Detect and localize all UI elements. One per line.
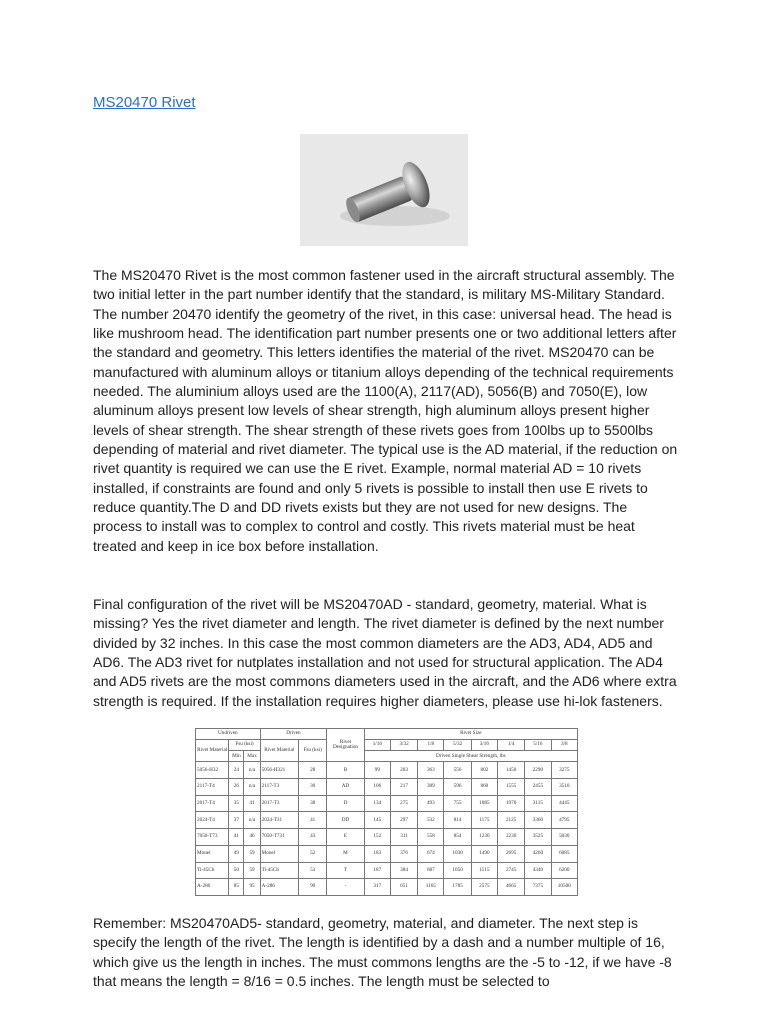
cell-shear-strength: 317 bbox=[364, 879, 390, 896]
table-row bbox=[196, 879, 578, 896]
header-driven: Driven bbox=[260, 729, 327, 740]
cell-shear-strength: 217 bbox=[390, 779, 417, 796]
cell-shear-strength: 493 bbox=[418, 795, 444, 812]
cell-shear-strength: 674 bbox=[418, 845, 444, 862]
header-min: Min bbox=[229, 751, 244, 762]
cell-fsu-max: 59 bbox=[244, 845, 260, 862]
header-driven-material: Rivet Material bbox=[260, 740, 298, 762]
cell-shear-strength: 1230 bbox=[471, 829, 497, 846]
cell-shear-strength: 1490 bbox=[471, 845, 497, 862]
table-row bbox=[196, 812, 578, 829]
header-shear-caption: Driven Single Shear Strength, lbs bbox=[364, 751, 577, 762]
cell-fsu-max: n/a bbox=[244, 812, 260, 829]
rivet-photo bbox=[300, 134, 468, 246]
cell-fsu-min: 41 bbox=[229, 829, 244, 846]
cell-shear-strength: 203 bbox=[390, 762, 417, 779]
paragraph-configuration: Final configuration of the rivet will be MS20470AD - standard, geometry, material. What is missing? Yes the rivet diameter and length. The rivet diameter is defined by the next number divided by 32 inches. In this case the most common diameters are the AD3, AD4, AD5 and AD6. The AD3 rivet for nutplates installation and not used for structural application. The AD4 and AD5 rivets are the most commons diameters used in the aircraft, and the AD6 where extra strength is required. If the installation requires higher diameters, please use hi-lok fasteners. bbox=[93, 596, 677, 709]
cell-shear-strength: 2695 bbox=[498, 845, 525, 862]
size-header: 3/32 bbox=[390, 740, 417, 751]
cell-shear-strength: 297 bbox=[390, 812, 417, 829]
cell-driven-material: A-286 bbox=[260, 879, 298, 896]
cell-rivet-material: A-286 bbox=[196, 879, 229, 896]
header-fsu: Fsu (ksi) bbox=[229, 740, 260, 751]
header-driven-fsu: Fsu (ksi) bbox=[299, 740, 327, 762]
cell-driven-material: Monel bbox=[260, 845, 298, 862]
cell-fsu-min: 50 bbox=[229, 862, 244, 879]
cell-driven-fsu: 38 bbox=[299, 795, 327, 812]
size-header: 1/8 bbox=[418, 740, 444, 751]
cell-driven-fsu: 52 bbox=[299, 845, 327, 862]
cell-shear-strength: 145 bbox=[364, 812, 390, 829]
cell-rivet-material: 2017-T4 bbox=[196, 795, 229, 812]
cell-shear-strength: 384 bbox=[390, 862, 417, 879]
size-header: 3/8 bbox=[551, 740, 577, 751]
paragraph-intro: The MS20470 Rivet is the most common fastener used in the aircraft structural assembly. The two initial letter in the part number identify that the standard, is military MS-Military Standard. The number 20470 identify the geometry of the rivet, in this case: universal head. The head is like mushroom head. The identification part number presents one or two additional letters after the standard and geometry. This letters identifies the material of the rivet. MS20470 can be manufactured with aluminum alloys or titanium alloys depending of the technical requirements needed. The aluminium alloys used are the 1100(A), 2117(AD), 5056(B) and 7050(E), low aluminum alloys present low levels of shear strength, high aluminum alloys present higher levels of shear strength. The shear strength of these rivets goes from 100lbs up to 5500lbs depending of material and rivet diameter. The typical use is the AD material, if the reduction on rivet quantity is required we can use the E rivet. Example, normal material AD = 10 rivets installed, if constraints are found and only 5 rivets is possible to install then use E rivets to reduce quantity.The D and DD rivets exists but they are not used for new designs. The process to install was to complex to control and costly. This rivets material must be heat treated and keep in ice box before installation. bbox=[93, 267, 678, 554]
cell-shear-strength: 1050 bbox=[444, 862, 471, 879]
size-header: 1/16 bbox=[364, 740, 390, 751]
cell-designation: M bbox=[327, 845, 364, 862]
cell-shear-strength: 1085 bbox=[471, 795, 497, 812]
cell-shear-strength: 2575 bbox=[471, 879, 497, 896]
cell-shear-strength: 755 bbox=[444, 795, 471, 812]
header-rivet-size: Rivet Size bbox=[364, 729, 577, 740]
cell-shear-strength: 532 bbox=[418, 812, 444, 829]
cell-shear-strength: 558 bbox=[418, 829, 444, 846]
size-header: 5/32 bbox=[444, 740, 471, 751]
cell-designation: DD bbox=[327, 812, 364, 829]
cell-shear-strength: 1175 bbox=[471, 812, 497, 829]
cell-shear-strength: 389 bbox=[418, 779, 444, 796]
cell-rivet-material: 2117-T4 bbox=[196, 779, 229, 796]
cell-designation: T bbox=[327, 862, 364, 879]
cell-shear-strength: 99 bbox=[364, 762, 390, 779]
paragraph-length: Remember: MS20470AD5- standard, geometry, material, and diameter. The next step is specify the length of the rivet. The length is identified by a dash and a number multiple of 16, which give us the length in inches. The must commons lengths are the -5 to -12, if we have -8 that means the length = 8/16 = 0.5 inches. The length must be selected to bbox=[93, 915, 672, 990]
cell-shear-strength: 596 bbox=[444, 779, 471, 796]
cell-driven-material: 2117-T3 bbox=[260, 779, 298, 796]
table-row bbox=[196, 795, 578, 812]
cell-fsu-max: 59 bbox=[244, 862, 260, 879]
cell-fsu-min: 26 bbox=[229, 779, 244, 796]
rivet-table bbox=[195, 728, 578, 896]
cell-shear-strength: 1785 bbox=[444, 879, 471, 896]
page-title-link[interactable]: MS20470 Rivet bbox=[93, 94, 196, 111]
cell-shear-strength: 376 bbox=[390, 845, 417, 862]
cell-driven-fsu: 41 bbox=[299, 812, 327, 829]
cell-shear-strength: 2230 bbox=[498, 829, 525, 846]
cell-shear-strength: 2455 bbox=[525, 779, 551, 796]
cell-fsu-max: 46 bbox=[244, 829, 260, 846]
cell-designation: E bbox=[327, 829, 364, 846]
cell-rivet-material: 5056-H32 bbox=[196, 762, 229, 779]
cell-fsu-min: 85 bbox=[229, 879, 244, 896]
cell-shear-strength: 187 bbox=[364, 862, 390, 879]
cell-designation: B bbox=[327, 762, 364, 779]
cell-shear-strength: 687 bbox=[418, 862, 444, 879]
cell-shear-strength: 556 bbox=[444, 762, 471, 779]
cell-driven-fsu: 28 bbox=[299, 762, 327, 779]
cell-fsu-max: n/a bbox=[244, 762, 260, 779]
cell-designation: - bbox=[327, 879, 364, 896]
table-row bbox=[196, 779, 578, 796]
rivet-shear-strength-table bbox=[195, 728, 578, 896]
header-max: Max bbox=[244, 751, 260, 762]
cell-shear-strength: 3510 bbox=[551, 779, 577, 796]
cell-driven-fsu: 90 bbox=[299, 879, 327, 896]
cell-fsu-min: 37 bbox=[229, 812, 244, 829]
cell-shear-strength: 3115 bbox=[525, 795, 551, 812]
cell-designation: AD bbox=[327, 779, 364, 796]
cell-shear-strength: 152 bbox=[364, 829, 390, 846]
cell-shear-strength: 311 bbox=[390, 829, 417, 846]
cell-shear-strength: 4260 bbox=[525, 845, 551, 862]
cell-shear-strength: 3275 bbox=[551, 762, 577, 779]
cell-rivet-material: Monel bbox=[196, 845, 229, 862]
cell-shear-strength: 134 bbox=[364, 795, 390, 812]
cell-shear-strength: 2125 bbox=[498, 812, 525, 829]
cell-shear-strength: 6200 bbox=[551, 862, 577, 879]
cell-shear-strength: 4795 bbox=[551, 812, 577, 829]
cell-shear-strength: 1450 bbox=[498, 762, 525, 779]
cell-fsu-min: 49 bbox=[229, 845, 244, 862]
table-row bbox=[196, 829, 578, 846]
cell-driven-material: Ti-45Cb bbox=[260, 862, 298, 879]
cell-shear-strength: 6085 bbox=[551, 845, 577, 862]
cell-designation: D bbox=[327, 795, 364, 812]
cell-shear-strength: 1555 bbox=[498, 779, 525, 796]
size-header: 3/16 bbox=[471, 740, 497, 751]
cell-driven-material: 7050-T731 bbox=[260, 829, 298, 846]
cell-shear-strength: 860 bbox=[471, 779, 497, 796]
cell-fsu-min: 35 bbox=[229, 795, 244, 812]
size-header: 1/4 bbox=[498, 740, 525, 751]
cell-rivet-material: Ti-45Cb bbox=[196, 862, 229, 879]
cell-shear-strength: 7375 bbox=[525, 879, 551, 896]
cell-shear-strength: 802 bbox=[471, 762, 497, 779]
cell-shear-strength: 1030 bbox=[444, 845, 471, 862]
cell-fsu-max: 95 bbox=[244, 879, 260, 896]
cell-shear-strength: 854 bbox=[444, 829, 471, 846]
header-rivet-designation: Rivet Designation bbox=[327, 729, 364, 762]
rivet-illustration bbox=[300, 134, 468, 246]
cell-driven-material: 2024-T31 bbox=[260, 812, 298, 829]
cell-shear-strength: 651 bbox=[390, 879, 417, 896]
cell-shear-strength: 4445 bbox=[551, 795, 577, 812]
table-row bbox=[196, 762, 578, 779]
cell-shear-strength: 814 bbox=[444, 812, 471, 829]
header-undriven: Undriven bbox=[196, 729, 261, 740]
cell-shear-strength: 5030 bbox=[551, 829, 577, 846]
cell-shear-strength: 363 bbox=[418, 762, 444, 779]
cell-shear-strength: 106 bbox=[364, 779, 390, 796]
header-rivet-material: Rivet Material bbox=[196, 740, 229, 762]
cell-shear-strength: 4340 bbox=[525, 862, 551, 879]
cell-shear-strength: 2290 bbox=[525, 762, 551, 779]
cell-shear-strength: 1165 bbox=[418, 879, 444, 896]
size-header: 5/16 bbox=[525, 740, 551, 751]
cell-fsu-max: 41 bbox=[244, 795, 260, 812]
cell-rivet-material: 2024-T4 bbox=[196, 812, 229, 829]
cell-driven-material: 5056-H321 bbox=[260, 762, 298, 779]
cell-shear-strength: 3525 bbox=[525, 829, 551, 846]
cell-driven-fsu: 53 bbox=[299, 862, 327, 879]
cell-fsu-max: n/a bbox=[244, 779, 260, 796]
cell-shear-strength: 10500 bbox=[551, 879, 577, 896]
cell-shear-strength: 1970 bbox=[498, 795, 525, 812]
table-row bbox=[196, 845, 578, 862]
cell-shear-strength: 183 bbox=[364, 845, 390, 862]
cell-shear-strength: 1515 bbox=[471, 862, 497, 879]
cell-shear-strength: 2745 bbox=[498, 862, 525, 879]
cell-rivet-material: 7050-T73 bbox=[196, 829, 229, 846]
cell-driven-material: 2017-T3 bbox=[260, 795, 298, 812]
cell-driven-fsu: 43 bbox=[299, 829, 327, 846]
cell-shear-strength: 275 bbox=[390, 795, 417, 812]
cell-fsu-min: 24 bbox=[229, 762, 244, 779]
table-row bbox=[196, 862, 578, 879]
cell-driven-fsu: 30 bbox=[299, 779, 327, 796]
cell-shear-strength: 3360 bbox=[525, 812, 551, 829]
cell-shear-strength: 4665 bbox=[498, 879, 525, 896]
